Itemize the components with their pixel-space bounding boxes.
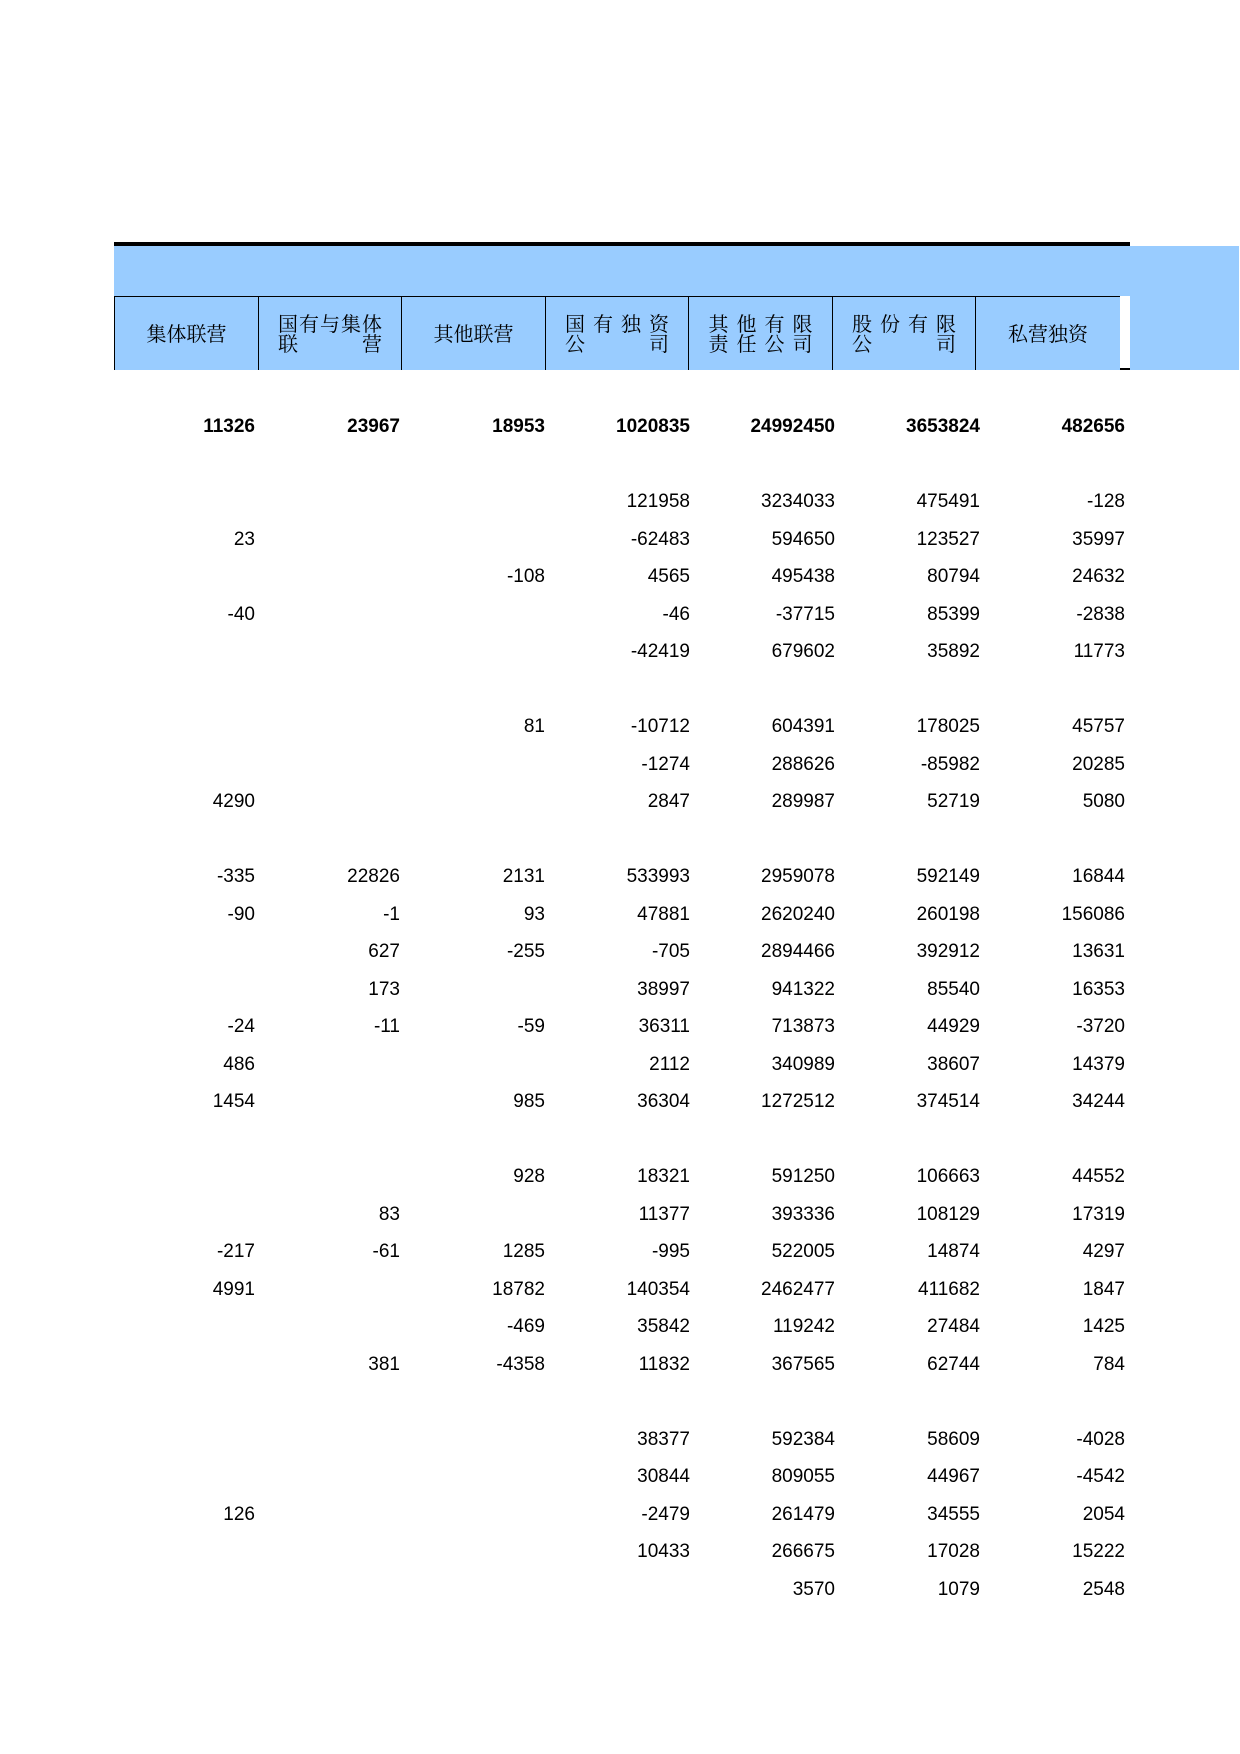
table-cell <box>404 1571 549 1609</box>
table-cell: 18782 <box>492 1278 545 1300</box>
table-cell: 522005 <box>771 1241 835 1262</box>
table-cell: 93 <box>523 903 545 925</box>
table-cell: -90 <box>227 903 255 925</box>
table-cell: 36311 <box>638 1016 690 1037</box>
table-cell: 486 <box>223 1053 255 1075</box>
table-cell <box>114 933 259 971</box>
column-header-label: 集体联营 <box>146 321 227 346</box>
table-cell <box>404 1496 549 1534</box>
table-cell: 594650 <box>771 528 835 550</box>
table-row <box>114 896 1130 934</box>
table-cell: 11377 <box>638 1203 690 1225</box>
table-row <box>114 708 1130 746</box>
column-header-line: 联 营 <box>278 331 382 356</box>
table-cell <box>404 633 549 671</box>
table-cell: -255 <box>506 941 545 962</box>
table-cell <box>259 596 404 634</box>
table-cell: 2462477 <box>761 1278 835 1300</box>
column-header-line: 国有独资 <box>565 311 669 336</box>
table-cell: 34555 <box>927 1503 980 1525</box>
table-cell <box>114 1346 259 1384</box>
table-cell: 393336 <box>771 1203 835 1225</box>
table-cell: 591250 <box>771 1166 835 1187</box>
table-cell: 16353 <box>1072 978 1125 1000</box>
table-cell: 11326 <box>203 416 255 437</box>
table-row <box>114 1571 1130 1609</box>
table-cell <box>404 1533 549 1571</box>
table-row <box>114 1158 1130 1196</box>
table-cell <box>114 1458 259 1496</box>
table-cell: 80794 <box>927 566 980 587</box>
table-cell: -128 <box>1086 491 1125 512</box>
table-cell: -61 <box>372 1241 400 1262</box>
table-row <box>114 783 1130 821</box>
table-cell: 411682 <box>918 1278 980 1300</box>
table-cell: -108 <box>506 566 545 587</box>
table-cell: 809055 <box>771 1466 835 1487</box>
table-row <box>114 1196 1130 1234</box>
table-cell <box>259 1533 404 1571</box>
table-header <box>114 296 1130 370</box>
table-cell: 11832 <box>638 1353 690 1375</box>
table-cell: -3720 <box>1076 1016 1125 1037</box>
column-header <box>401 296 546 370</box>
table-cell: 58609 <box>927 1428 980 1450</box>
table-cell: -10712 <box>630 716 690 737</box>
column-header-line: 股份有限 <box>852 311 956 336</box>
table-cell <box>259 633 404 671</box>
table-body <box>114 408 1130 1608</box>
table-cell: -62483 <box>630 528 690 550</box>
table-cell <box>404 746 549 784</box>
table-cell <box>114 633 259 671</box>
table-cell <box>404 1196 549 1234</box>
table-cell <box>114 1533 259 1571</box>
table-cell: 340989 <box>771 1053 835 1075</box>
table-cell <box>404 483 549 521</box>
table-row <box>114 746 1130 784</box>
title-band <box>114 246 1239 296</box>
table-cell: -217 <box>216 1241 255 1262</box>
table-cell <box>114 1571 259 1609</box>
table-cell: 10433 <box>637 1541 690 1562</box>
table-cell: 83 <box>378 1203 400 1225</box>
table-cell <box>404 1458 549 1496</box>
table-cell: 156086 <box>1061 903 1125 925</box>
table-cell: 47881 <box>637 903 690 925</box>
table-cell: 985 <box>513 1091 545 1112</box>
table-row <box>114 858 1130 896</box>
table-cell: 784 <box>1093 1353 1125 1375</box>
table-cell <box>259 1571 404 1609</box>
table-cell: -40 <box>227 603 255 625</box>
table-cell: 126 <box>223 1503 255 1525</box>
table-cell: 374514 <box>916 1091 980 1112</box>
table-cell: 475491 <box>916 491 980 512</box>
table-row <box>114 1421 1130 1459</box>
table-cell: 941322 <box>771 978 835 1000</box>
table-cell <box>259 483 404 521</box>
total-row <box>114 408 1130 446</box>
table-cell: 1285 <box>502 1241 545 1262</box>
table-cell: -42419 <box>630 641 690 662</box>
table-cell: 15222 <box>1072 1541 1125 1562</box>
table-cell: 1272512 <box>761 1091 835 1112</box>
table-cell: 592384 <box>771 1428 835 1450</box>
table-cell: 35892 <box>927 641 980 662</box>
table-cell: 14874 <box>927 1241 980 1262</box>
table-cell <box>404 521 549 559</box>
table-cell <box>404 1421 549 1459</box>
table-cell <box>114 1158 259 1196</box>
table-cell: -4542 <box>1076 1466 1125 1487</box>
table-cell: 35842 <box>637 1316 690 1337</box>
table-row <box>114 1458 1130 1496</box>
table-cell <box>259 1083 404 1121</box>
table-cell: 5080 <box>1082 791 1125 812</box>
column-header-label <box>278 311 382 356</box>
table-cell: 27484 <box>927 1316 980 1337</box>
table-cell: 679602 <box>771 641 835 662</box>
table-cell <box>114 1196 259 1234</box>
table-cell: -995 <box>651 1241 690 1262</box>
table-cell <box>259 1496 404 1534</box>
column-header-line: 其他有限 <box>708 311 813 336</box>
table-cell: 173 <box>368 978 400 1000</box>
table-cell <box>549 1571 694 1609</box>
table-row <box>114 1008 1130 1046</box>
table-cell: 2548 <box>1082 1578 1125 1600</box>
table-cell: 119242 <box>773 1316 835 1337</box>
table-cell: 266675 <box>771 1541 835 1562</box>
table-cell <box>114 558 259 596</box>
table-cell: 22826 <box>347 866 400 887</box>
table-cell: -335 <box>216 866 255 887</box>
table-cell: 713873 <box>771 1016 835 1037</box>
table-cell <box>114 708 259 746</box>
table-cell: -2479 <box>641 1503 690 1525</box>
table-cell: 1425 <box>1082 1316 1125 1337</box>
column-header-line: 公 司 <box>852 331 956 356</box>
table-cell: -2838 <box>1076 603 1125 625</box>
column-header <box>258 296 403 370</box>
table-row <box>114 483 1130 521</box>
table-cell: 23 <box>233 528 255 550</box>
column-header-line: 责任公司 <box>708 331 813 356</box>
table-cell <box>114 971 259 1009</box>
table-row <box>114 1533 1130 1571</box>
table-cell: 627 <box>368 941 400 962</box>
table-cell: 140354 <box>626 1278 690 1300</box>
table-cell: 108129 <box>916 1203 980 1225</box>
table-cell: 260198 <box>916 903 980 925</box>
column-header-label: 私营独资 <box>1008 321 1088 346</box>
header-band-extension <box>1130 296 1239 370</box>
column-header-line: 公 司 <box>565 331 669 356</box>
table-cell: 81 <box>523 716 545 737</box>
table-cell: 2131 <box>502 866 545 887</box>
column-header-label <box>852 311 956 356</box>
table-cell: -469 <box>506 1316 545 1337</box>
table-cell: 592149 <box>916 866 980 887</box>
table-cell: 1020835 <box>616 416 690 437</box>
table-cell: 11773 <box>1073 641 1125 662</box>
table-cell: 4991 <box>212 1278 255 1300</box>
table-row <box>114 521 1130 559</box>
column-header <box>114 296 259 370</box>
table-cell: 482656 <box>1061 416 1125 437</box>
table-cell: 14379 <box>1072 1053 1125 1075</box>
table-cell: 2620240 <box>761 903 835 925</box>
table-cell: 1079 <box>937 1578 980 1600</box>
table-cell <box>259 1271 404 1309</box>
table-cell: 533993 <box>626 866 690 887</box>
table-cell: -59 <box>517 1016 545 1037</box>
table-row <box>114 596 1130 634</box>
table-cell: 44552 <box>1072 1166 1125 1187</box>
table-cell <box>114 483 259 521</box>
table-cell: 13631 <box>1072 941 1125 962</box>
table-cell: 1454 <box>212 1091 255 1112</box>
table-cell: 1847 <box>1082 1278 1125 1300</box>
table-cell: -24 <box>227 1016 255 1037</box>
table-cell <box>259 708 404 746</box>
table-row <box>114 1233 1130 1271</box>
table-cell: 38607 <box>927 1053 980 1075</box>
table-cell <box>259 1308 404 1346</box>
table-cell: 34244 <box>1072 1091 1125 1112</box>
table-row <box>114 1308 1130 1346</box>
table-cell <box>404 971 549 1009</box>
table-cell: 2894466 <box>761 941 835 962</box>
column-header-label <box>565 311 669 356</box>
table-cell: 2054 <box>1082 1503 1125 1525</box>
table-cell: 178025 <box>916 716 980 737</box>
table-cell: 36304 <box>637 1091 690 1112</box>
table-cell: 3570 <box>792 1578 835 1600</box>
table-cell: 288626 <box>771 753 835 775</box>
table-cell: 2959078 <box>761 866 835 887</box>
table-cell <box>114 1308 259 1346</box>
table-row <box>114 1046 1130 1084</box>
spacer-row <box>114 446 1130 484</box>
table-cell: 367565 <box>771 1353 835 1375</box>
column-header <box>688 296 833 370</box>
table-cell: 24992450 <box>750 416 835 437</box>
column-header <box>975 296 1120 370</box>
table-cell: -1274 <box>641 753 690 775</box>
table-cell: 121958 <box>626 491 690 512</box>
table-cell: 52719 <box>927 791 980 812</box>
table-cell: 2847 <box>647 791 690 812</box>
table-cell: 38377 <box>637 1428 690 1450</box>
table-cell: 85540 <box>927 978 980 1000</box>
table-cell: 289987 <box>771 791 835 812</box>
table-cell: -4358 <box>496 1353 545 1375</box>
table-cell: 16844 <box>1072 866 1125 887</box>
table-cell: 23967 <box>347 416 400 437</box>
table-cell: 85399 <box>927 603 980 625</box>
table-cell <box>404 783 549 821</box>
table-cell: 106663 <box>916 1166 980 1187</box>
table-cell <box>259 521 404 559</box>
spacer-row <box>114 1383 1130 1421</box>
table-cell: -705 <box>651 941 690 962</box>
table-row <box>114 558 1130 596</box>
column-header-label: 其他联营 <box>433 321 514 346</box>
table-row <box>114 1496 1130 1534</box>
table-cell: 17319 <box>1072 1203 1125 1225</box>
table-row <box>114 933 1130 971</box>
table-cell: 18953 <box>492 416 545 437</box>
table-cell: 3653824 <box>906 416 980 437</box>
table-cell <box>404 596 549 634</box>
table-cell: 35997 <box>1072 528 1125 550</box>
table-cell: 3234033 <box>761 491 835 512</box>
table-cell: 123527 <box>916 528 980 550</box>
table-cell: 392912 <box>916 941 980 962</box>
table-cell <box>114 1421 259 1459</box>
table-cell <box>259 783 404 821</box>
table-row <box>114 633 1130 671</box>
spacer-row <box>114 1121 1130 1159</box>
table-cell: 44929 <box>927 1016 980 1037</box>
table-cell: -85982 <box>920 753 980 775</box>
table-cell: 45757 <box>1072 716 1125 737</box>
table-cell <box>259 558 404 596</box>
table-row <box>114 1271 1130 1309</box>
table-cell: -37715 <box>775 603 835 625</box>
table-cell <box>404 1046 549 1084</box>
table-cell: -46 <box>662 603 690 625</box>
table-cell: 604391 <box>771 716 835 737</box>
table-cell: 24632 <box>1072 566 1125 587</box>
table-cell <box>114 746 259 784</box>
table-cell: 495438 <box>771 566 835 587</box>
table-cell: 38997 <box>637 978 690 1000</box>
column-header-label <box>708 311 813 356</box>
table-cell: 30844 <box>637 1466 690 1487</box>
spacer-row <box>114 671 1130 709</box>
table-row <box>114 1083 1130 1121</box>
spacer-row <box>114 821 1130 859</box>
table-cell <box>259 1421 404 1459</box>
table-cell: 4297 <box>1082 1241 1125 1262</box>
table-row <box>114 1346 1130 1384</box>
table-cell: 4565 <box>647 566 690 587</box>
table-cell <box>259 746 404 784</box>
table-cell: -1 <box>383 903 400 925</box>
table-cell <box>259 1158 404 1196</box>
table-cell: -4028 <box>1076 1428 1125 1450</box>
column-header <box>832 296 977 370</box>
table-cell: 4290 <box>212 791 255 812</box>
table-cell: 928 <box>513 1166 545 1187</box>
table-row <box>114 971 1130 1009</box>
table-cell: 261479 <box>771 1503 835 1525</box>
table-cell: 44967 <box>927 1466 980 1487</box>
column-header <box>545 296 690 370</box>
column-header-line: 国有与集体 <box>278 311 382 336</box>
table-cell: 17028 <box>927 1541 980 1562</box>
table-cell: 381 <box>368 1353 400 1375</box>
table-cell: 18321 <box>637 1166 690 1187</box>
table-cell: 2112 <box>649 1053 690 1075</box>
table-cell <box>259 1046 404 1084</box>
table-cell: 20285 <box>1072 753 1125 775</box>
table-cell: -11 <box>373 1016 400 1037</box>
table-cell <box>259 1458 404 1496</box>
table-cell: 62744 <box>927 1353 980 1375</box>
